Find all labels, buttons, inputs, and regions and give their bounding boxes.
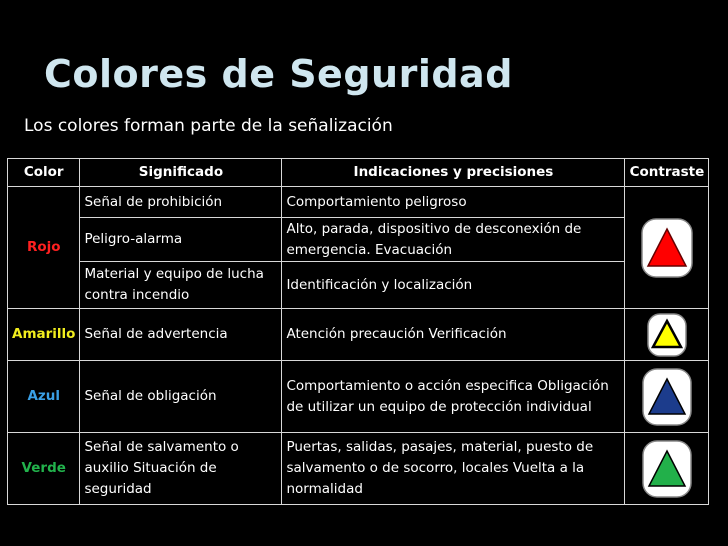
- yellow-triangle-sign-icon: [647, 313, 687, 357]
- indicaciones-cell: Atención precaución Verificación: [282, 309, 625, 361]
- contrast-cell-azul: [625, 361, 709, 433]
- contrast-cell-amarillo: [625, 309, 709, 361]
- header-significado: Significado: [80, 159, 282, 187]
- significado-cell: Peligro-alarma: [80, 218, 282, 262]
- color-azul: Azul: [8, 361, 80, 433]
- table-header-row: [8, 159, 709, 187]
- table-row-azul: [8, 361, 709, 433]
- indicaciones-cell: Puertas, salidas, pasajes, material, puesto de salvamento o de socorro, locales Vuelta a la normalidad: [282, 433, 625, 505]
- blue-triangle-sign-icon: [642, 368, 692, 426]
- color-amarillo: Amarillo: [8, 309, 80, 361]
- indicaciones-cell: Identificación y localización: [282, 262, 625, 309]
- contrast-cell-rojo: [625, 187, 709, 309]
- indicaciones-cell: Comportamiento peligroso: [282, 187, 625, 218]
- significado-cell: Señal de advertencia: [80, 309, 282, 361]
- significado-cell: Señal de obligación: [80, 361, 282, 433]
- significado-cell: Señal de salvamento o auxilio Situación de seguridad: [80, 433, 282, 505]
- slide-subtitle: Los colores forman parte de la señalización: [24, 116, 393, 136]
- contrast-cell-verde: [625, 433, 709, 505]
- red-triangle-sign-icon: [641, 218, 693, 278]
- significado-cell: Señal de prohibición: [80, 187, 282, 218]
- table-row-rojo-3: [8, 262, 709, 309]
- significado-cell: Material y equipo de lucha contra incendio: [80, 262, 282, 309]
- table-row-rojo-1: [8, 187, 709, 218]
- table-row-amarillo: [8, 309, 709, 361]
- indicaciones-cell: Alto, parada, dispositivo de desconexión de emergencia. Evacuación: [282, 218, 625, 262]
- slide-title: Colores de Seguridad: [44, 52, 513, 96]
- table-row-rojo-2: [8, 218, 709, 262]
- security-colors-table: [7, 158, 709, 505]
- header-indicaciones: Indicaciones y precisiones: [282, 159, 625, 187]
- indicaciones-cell: Comportamiento o acción especifica Obligación de utilizar un equipo de protección individual: [282, 361, 625, 433]
- table-row-verde: [8, 433, 709, 505]
- color-rojo: Rojo: [8, 187, 80, 309]
- header-contraste: Contraste: [625, 159, 709, 187]
- header-color: Color: [8, 159, 80, 187]
- color-verde: Verde: [8, 433, 80, 505]
- green-triangle-sign-icon: [642, 440, 692, 498]
